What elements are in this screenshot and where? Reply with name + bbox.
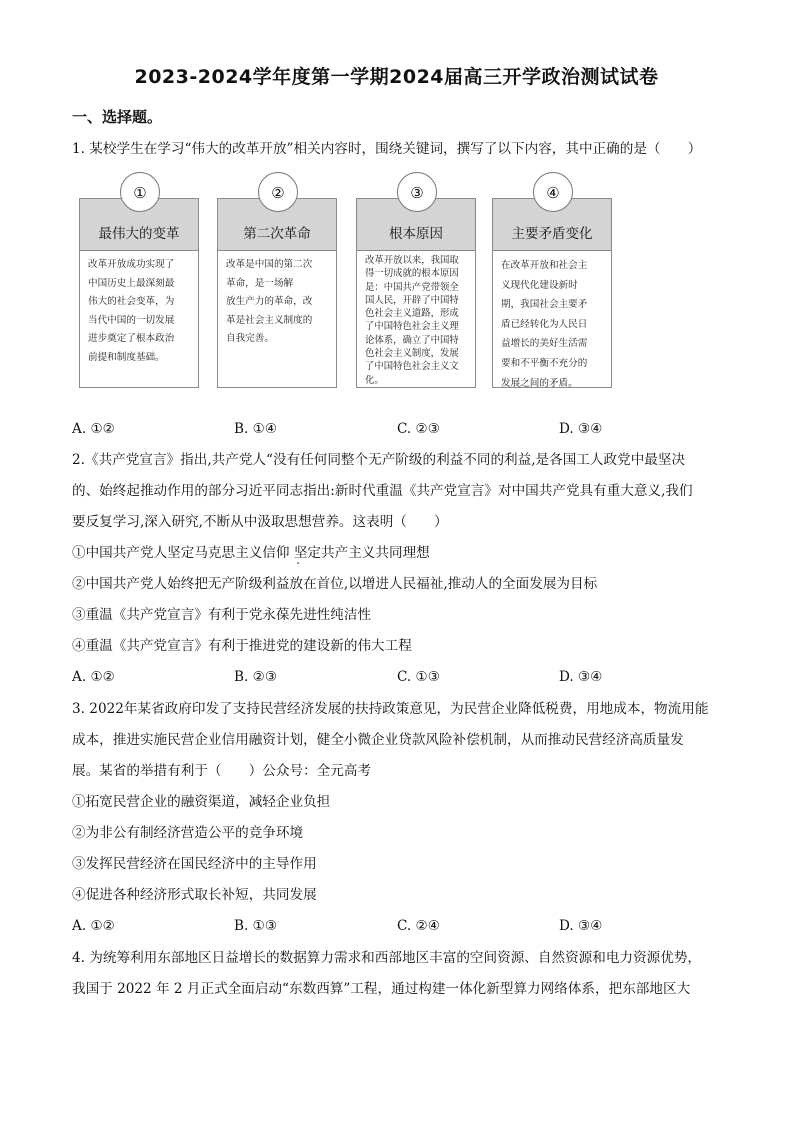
card-2-body: 改革是中国的第二次 革命，是一场解 放生产力的革命，改 革是社会主义制度的 自我完善。 [226, 259, 313, 344]
q2-options [72, 667, 722, 687]
q3-option-a[interactable]: A. ①② [72, 918, 115, 934]
card-1-body: 改革开放成功实现了 中国历史上最深刻最 伟大的社会变革，为 当代中国的一切发展 进步奠定了根本政治 前提和制度基础。 [88, 259, 175, 363]
q3-option-d[interactable]: D. ③④ [559, 918, 603, 934]
q3-item-1: ①拓宽民营企业的融资渠道，减轻企业负担 [72, 794, 331, 810]
q2-item-2: ②中国共产党人始终把无产阶级利益放在首位,以增进人民福祉,推动人的全面发展为目标 [72, 576, 598, 592]
q1-option-c[interactable]: C. ②③ [397, 421, 440, 437]
q3-option-c[interactable]: C. ②④ [397, 918, 440, 934]
card-1-label: 最伟大的变革 [98, 226, 180, 242]
section-heading: 一、选择题。 [72, 108, 163, 126]
q1-card-4 [492, 198, 612, 388]
card-2-label: 第二次革命 [243, 226, 311, 242]
card-4-label: 主要矛盾变化 [511, 226, 593, 242]
q3-item-4: ④促进各种经济形式取长补短，共同发展 [72, 887, 317, 903]
card-3-body: 改革开放以来，我国取 得一切成就的根本原因 是：中国共产党带领全 国人民，开辟了中国特 色社会主义道路，形成 了中国特色社会主义理 论体系，确立了中国特 色社会主义制度，发展 了中国特色社会主义文 化。 [365, 255, 459, 386]
card-3-label: 根本原因 [389, 226, 443, 242]
q3-stem-line-3: 展。某省的举措有利于（ ）公众号：全元高考 [72, 763, 372, 779]
q1-option-b[interactable]: B. ①④ [234, 421, 278, 437]
q1-options [72, 419, 722, 439]
q2-option-b[interactable]: B. ②③ [234, 669, 278, 685]
q3-stem-line-1: 3. 2022年某省政府印发了支持民营经济发展的扶持政策意见，为民营企业降低税费，用地成本，物流用能 [72, 701, 709, 717]
card-2-number: ② [258, 172, 298, 212]
card-1-number: ① [120, 172, 160, 212]
q4-stem-line-2: 我国于 2022 年 2 月正式全面启动“东数西算”工程，通过构建一体化新型算力网络体系，把东部地区大 [72, 981, 691, 997]
q1-card-1 [79, 198, 199, 388]
q2-item-3: ③重温《共产党宣言》有利于党永葆先进性纯洁性 [72, 607, 372, 623]
q2-stem-line-3: 要反复学习,深入研究,不断从中汲取思想营养。这表明（ ） [72, 514, 448, 530]
q2-stem-line-2: 的、始终起推动作用的部分习近平同志指出:新时代重温《共产党宣言》对中国共产党具有重大意义,我们 [72, 483, 693, 499]
q3-options [72, 916, 722, 936]
q3-option-b[interactable]: B. ①③ [234, 918, 278, 934]
stray-dot [297, 562, 299, 564]
q1-option-d[interactable]: D. ③④ [559, 421, 603, 437]
q1-card-3 [356, 198, 476, 388]
card-3-number: ③ [397, 172, 437, 212]
q2-stem-line-1: 2.《共产党宣言》指出,共产党人“没有任何同整个无产阶级的利益不同的利益,是各国工人政党中最坚决 [72, 452, 686, 468]
q1-stem: 1. 某校学生在学习“伟大的改革开放”相关内容时，围绕关键词，撰写了以下内容，其中正确的是（ ） [72, 141, 702, 157]
q2-item-1: ①中国共产党人坚定马克思主义信仰 坚定共产主义共同理想 [72, 545, 430, 561]
card-4-body: 在改革开放和社会主 义现代化建设新时 期，我国社会主要矛 盾已经转化为人民日 益增长的美好生活需 要和不平衡不充分的 发展之间的矛盾。 [501, 260, 588, 389]
q2-option-d[interactable]: D. ③④ [559, 669, 603, 685]
q1-card-2 [217, 198, 337, 388]
q3-item-2: ②为非公有制经济营造公平的竞争环境 [72, 825, 304, 841]
q2-item-4: ④重温《共产党宣言》有利于推进党的建设新的伟大工程 [72, 638, 412, 654]
q3-stem-line-2: 成本，推进实施民营企业信用融资计划，健全小微企业贷款风险补偿机制，从而推动民营经济高质量发 [72, 732, 684, 748]
card-4-number: ④ [533, 172, 573, 212]
page-title: 2023-2024学年度第一学期2024届高三开学政治测试试卷 [134, 66, 659, 88]
q2-option-a[interactable]: A. ①② [72, 669, 115, 685]
q4-stem-line-1: 4. 为统筹利用东部地区日益增长的数据算力需求和西部地区丰富的空间资源、自然资源和电力资源优势， [72, 950, 702, 966]
q1-option-a[interactable]: A. ①② [72, 421, 115, 437]
q2-option-c[interactable]: C. ①③ [397, 669, 440, 685]
q3-item-3: ③发挥民营经济在国民经济中的主导作用 [72, 856, 317, 872]
